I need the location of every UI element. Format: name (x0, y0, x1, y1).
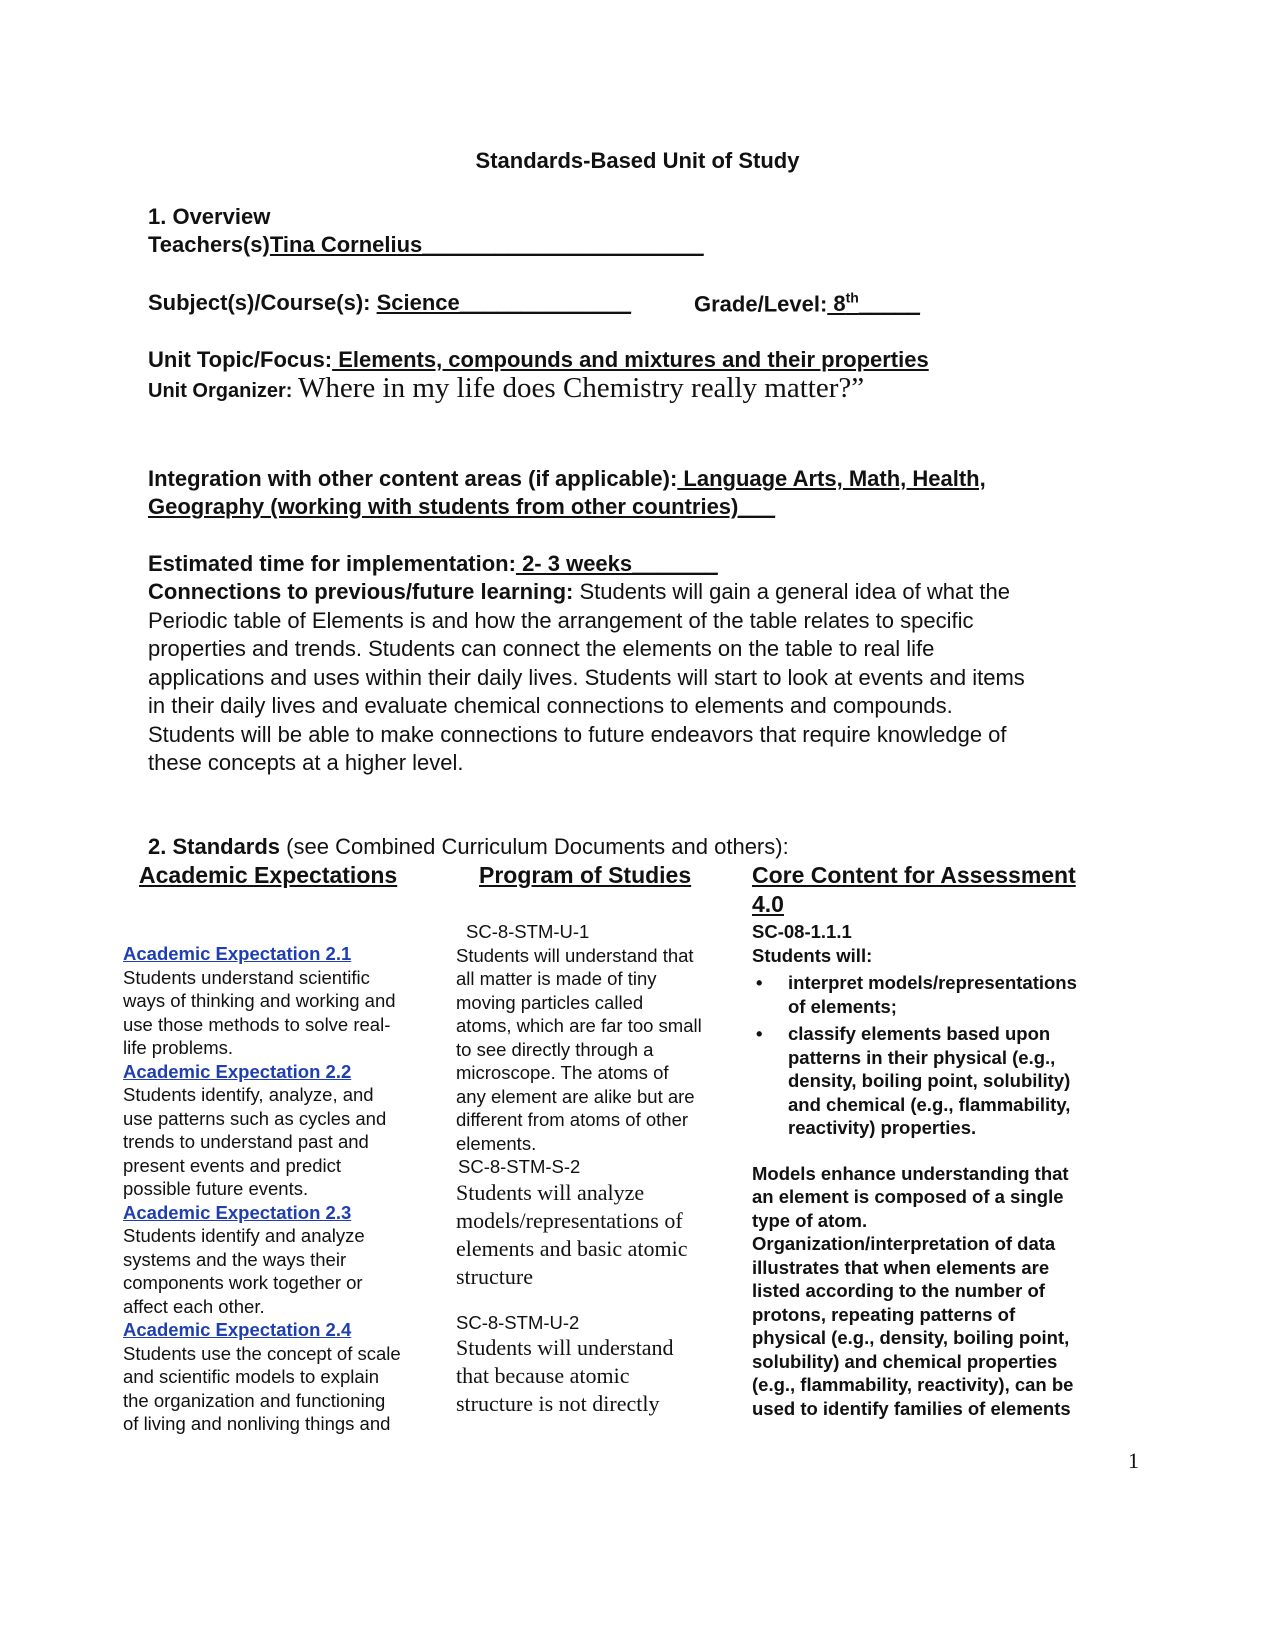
core-paragraph (752, 1162, 1077, 1421)
time-value: 2- 3 weeks_______ (515, 551, 718, 576)
connections-line: applications and uses within their daily lives. Students will start to look at events and items (148, 664, 1025, 690)
program-of-studies-column (456, 920, 702, 1418)
core-para-line: an element is composed of a single (752, 1186, 1064, 1207)
academic-expectations-column (123, 942, 401, 1436)
core-para-line: physical (e.g., density, boiling point, (752, 1327, 1070, 1348)
subject-value: Science______________ (376, 290, 632, 315)
core-bullet-line: reactivity) properties. (788, 1117, 977, 1138)
subject-label: Subject(s)/Course(s): (148, 290, 377, 315)
topic-value: Elements, compounds and mixtures and their properties (332, 347, 929, 372)
core-content-column (752, 920, 1077, 1420)
academic-text-line: life problems. (123, 1037, 234, 1058)
standards-heading (148, 834, 789, 860)
integration-value-2: Geography (working with students from other countries)___ (148, 494, 776, 519)
program-text-line: different from atoms of other (456, 1109, 689, 1130)
program-text-line: models/representations of (456, 1207, 683, 1233)
organizer-label: Unit Organizer: (148, 380, 299, 402)
academic-text-line: ways of thinking and working and (123, 990, 396, 1011)
program-text-line: Students will understand that (456, 944, 694, 966)
time-line (148, 551, 718, 577)
bullet-icon: • (756, 1023, 763, 1044)
core-intro: Students will: (752, 944, 873, 966)
topic-label: Unit Topic/Focus: (148, 347, 333, 372)
core-para-line: Models enhance understanding that (752, 1162, 1069, 1184)
core-para-line: Organization/interpretation of data (752, 1233, 1056, 1254)
core-bullet-line: interpret models/representations (788, 972, 1077, 993)
academic-text-line: possible future events. (123, 1178, 309, 1199)
integration-line-1 (148, 466, 986, 492)
grade-label: Grade/Level: (694, 291, 828, 317)
connections-line: properties and trends. Students can connect the elements on the table to real life (148, 636, 935, 661)
integration-value-1: Language Arts, Math, Health, (677, 466, 986, 491)
core-para-line: type of atom. (752, 1209, 868, 1231)
program-text-line: moving particles called (456, 991, 644, 1013)
program-code: SC-8-STM-S-2 (458, 1156, 581, 1177)
core-para-line: used to identify families of elements (752, 1397, 1071, 1419)
academic-text-line: Students use the concept of scale (123, 1342, 401, 1364)
core-bullet-item (752, 1022, 1077, 1140)
connections-paragraph (148, 578, 1025, 778)
program-text-line: Students will analyze (456, 1179, 645, 1205)
program-text-line: microscope. The atoms of (456, 1062, 669, 1083)
core-bullet-line: density, boiling point, solubility) (788, 1070, 1071, 1091)
program-code: SC-8-STM-U-2 (456, 1311, 580, 1333)
column-header-academic: Academic Expectations (139, 862, 398, 888)
program-text-line: all matter is made of tiny (456, 968, 657, 989)
standards-heading-num: 2. Standards (148, 834, 281, 859)
organizer-line (148, 372, 864, 405)
core-bullet-line: and chemical (e.g., flammability, (788, 1093, 1071, 1115)
core-para-line: solubility) and chemical properties (752, 1350, 1058, 1372)
bullet-icon: • (756, 972, 763, 993)
grade-sup: th (845, 290, 859, 306)
teachers-value: Tina Cornelius_______________________ (269, 232, 704, 257)
connections-line: in their daily lives and evaluate chemical connections to elements and compounds. (148, 693, 953, 718)
academic-text-line: present events and predict (123, 1154, 342, 1176)
academic-text-line: components work together or (123, 1272, 363, 1293)
academic-text-line: and scientific models to explain (123, 1366, 380, 1387)
program-text-line: to see directly through a (456, 1038, 654, 1060)
grade-value: 8th_____ (827, 290, 921, 317)
program-text-line: elements and basic atomic (456, 1235, 688, 1261)
integration-label: Integration with other content areas (if applicable): (148, 466, 678, 491)
page-title: Standards-Based Unit of Study (475, 148, 800, 173)
column-header-core: Core Content for Assessment (752, 862, 1076, 888)
core-para-line: (e.g., flammability, reactivity), can be (752, 1374, 1074, 1395)
teachers-line (148, 232, 704, 258)
core-bullet-item (752, 971, 1077, 1018)
program-text-line: structure is not directly (456, 1391, 660, 1416)
program-text-line: structure (456, 1263, 533, 1289)
column-header-program: Program of Studies (479, 862, 692, 888)
program-text-line: elements. (456, 1132, 537, 1154)
core-bullet-line: of elements; (788, 995, 897, 1017)
core-bullet-line: classify elements based upon (788, 1023, 1051, 1044)
academic-expectation-link[interactable]: Academic Expectation 2.1 (123, 943, 352, 964)
grade-line (694, 290, 920, 317)
program-code: SC-8-STM-U-1 (466, 921, 590, 942)
core-code: SC-08-1.1.1 (752, 921, 852, 942)
academic-text-line: use those methods to solve real- (123, 1013, 391, 1035)
column-header-core-version: 4.0 (752, 891, 784, 917)
academic-text-line: trends to understand past and (123, 1131, 369, 1152)
program-text-line: Students will understand (456, 1335, 674, 1360)
academic-expectation-link[interactable]: Academic Expectation 2.4 (123, 1319, 352, 1340)
academic-text-line: Students identify, analyze, and (123, 1084, 374, 1105)
academic-text-line: affect each other. (123, 1295, 265, 1317)
program-text-line: any element are alike but are (456, 1085, 695, 1107)
subject-line (148, 290, 631, 316)
page-number: 1 (1128, 1448, 1139, 1473)
core-para-line: listed according to the number of (752, 1280, 1045, 1301)
academic-expectation-link[interactable]: Academic Expectation 2.3 (123, 1201, 352, 1223)
program-text-line: atoms, which are far too small (456, 1015, 702, 1036)
connections-line: Periodic table of Elements is and how the arrangement of the table relates to specific (148, 607, 974, 633)
core-bullet-line: patterns in their physical (e.g., (788, 1046, 1056, 1068)
academic-text-line: Students identify and analyze (123, 1225, 365, 1246)
topic-line (148, 347, 929, 373)
academic-text-line: of living and nonliving things and (123, 1413, 391, 1434)
time-label: Estimated time for implementation: (148, 551, 516, 576)
connections-line: Students will gain a general idea of what the (579, 579, 1010, 604)
core-para-line: illustrates that when elements are (752, 1256, 1050, 1278)
core-bullet-list (752, 971, 1077, 1140)
academic-text-line: use patterns such as cycles and (123, 1107, 387, 1129)
academic-expectation-link[interactable]: Academic Expectation 2.2 (123, 1060, 352, 1082)
academic-text-line: Students understand scientific (123, 966, 370, 988)
connections-line: Students will be able to make connections to future endeavors that require knowledge of (148, 721, 1007, 747)
program-text-line: that because atomic (456, 1363, 630, 1388)
connections-line: these concepts at a higher level. (148, 750, 464, 775)
core-para-line: protons, repeating patterns of (752, 1303, 1016, 1325)
academic-text-line: the organization and functioning (123, 1389, 386, 1411)
connections-label: Connections to previous/future learning: (148, 579, 580, 604)
standards-heading-rest: (see Combined Curriculum Documents and others): (280, 834, 789, 859)
overview-heading: 1. Overview (148, 204, 271, 229)
teachers-label: Teachers(s) (148, 232, 270, 257)
organizer-value: Where in my life does Chemistry really matter?” (298, 372, 865, 404)
academic-text-line: systems and the ways their (123, 1248, 347, 1270)
